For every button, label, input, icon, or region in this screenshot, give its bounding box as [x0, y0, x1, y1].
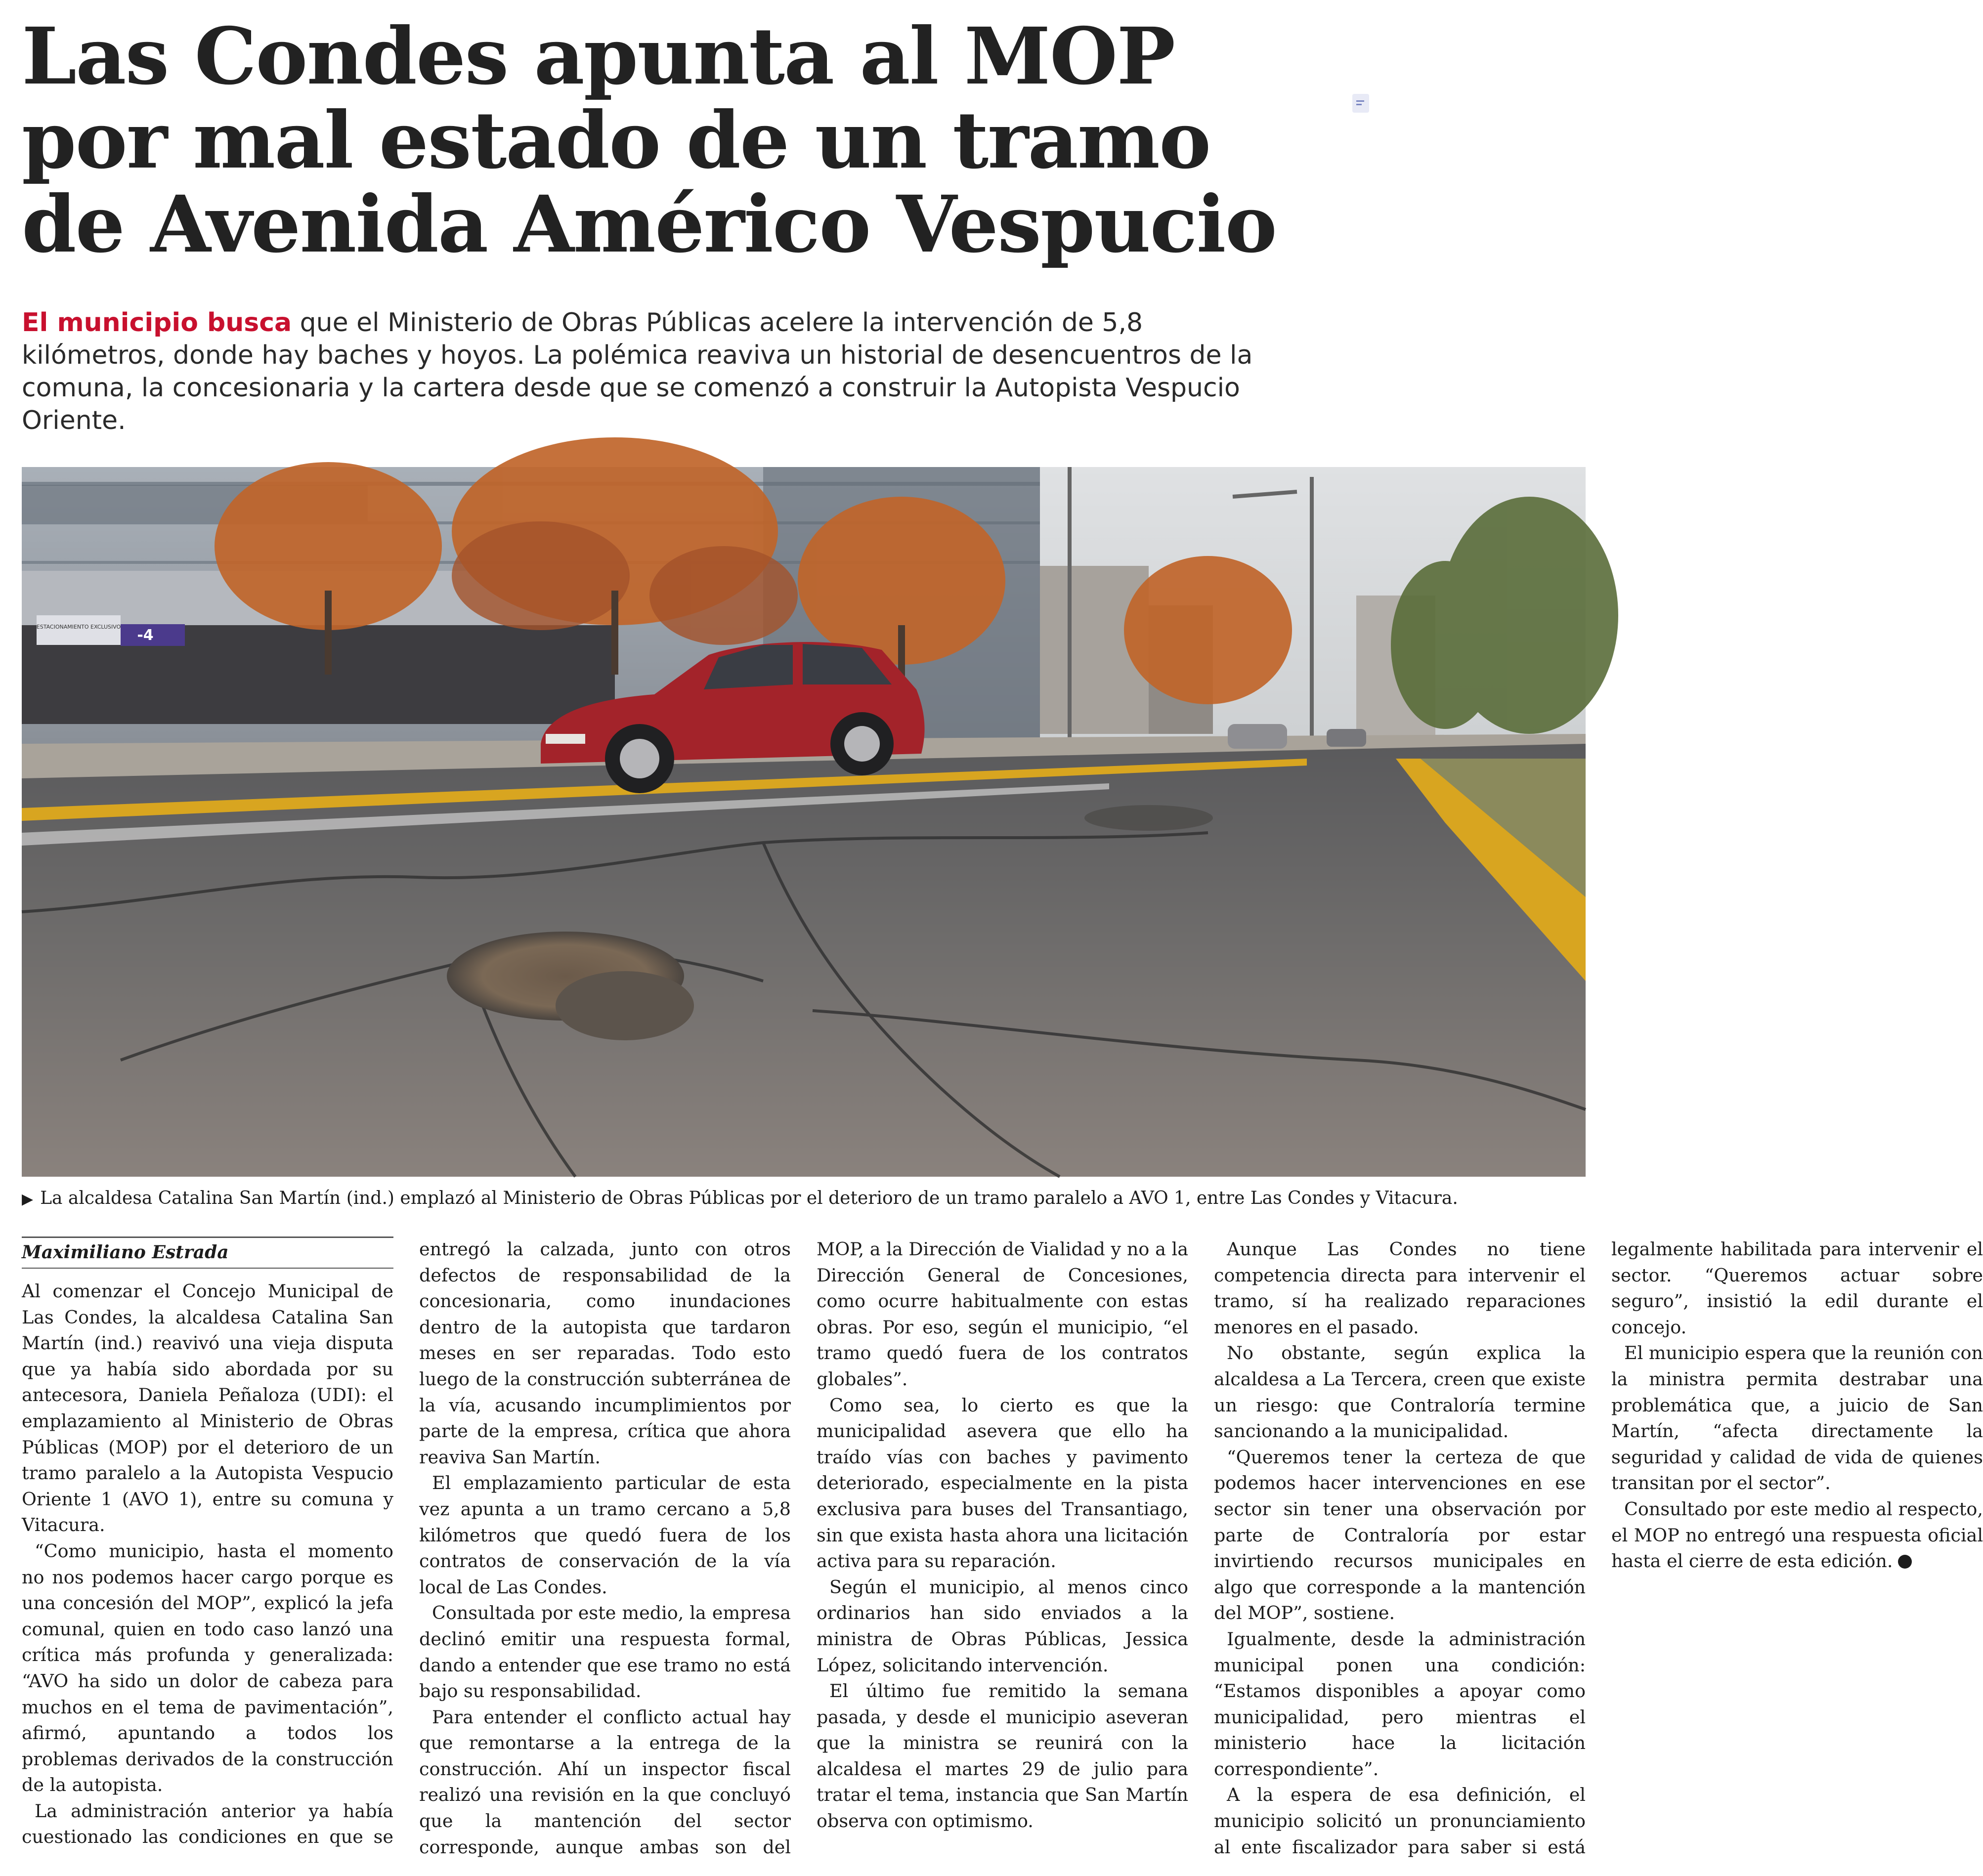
- paragraph-16: [1611, 1496, 1983, 1575]
- paragraph-3: La administración anterior ya había cuestionado las condiciones en que se entregó la calzada, junto con otros defectos de responsabilidad de la concesionaria, como inundaciones dentro de la autopista que tardaron meses en ser reparadas. Todo esto luego de la construcción subterránea de la vía, acusando incumplimientos por parte de la empresa, crítica que ahora reaviva San Martín.: [22, 1238, 791, 1848]
- paragraph-2: “Como municipio, hasta el momento no nos podemos hacer cargo porque es una concesión del MOP”, explicó la jefa comunal, quien en todo caso lanzó una crítica más profunda y generalizada: “AVO ha sido un dolor de cabeza para muchos en el tema de pavimentación”, afirmó, apuntando a todos los problemas derivados de la construcción de la autopista.: [22, 1540, 393, 1796]
- caption-text: La alcaldesa Catalina San Martín (ind.) emplazó al Ministerio de Obras Públicas por el deterioro de un tramo paralelo a AVO 1, entre Las Condes y Vitacura.: [40, 1188, 1458, 1208]
- paragraph-13: Igualmente, desde la administración municipal ponen una condición: “Estamos disponibles a apoyar como municipalidad, pero mientras el ministerio hace la licitación correspondiente”.: [1214, 1628, 1586, 1780]
- paragraph-1: Al comenzar el Concejo Municipal de Las Condes, la alcaldesa Catalina San Martín (ind.) reavivó una vieja disputa que ya había sido abordada por su antecesora, Daniela Peñaloza (UDI): el emplazamiento al Ministerio de Obras Públicas (MOP) por el deterioro de un tramo paralelo a la Autopista Vespucio Oriente 1 (AVO 1), entre su comuna y Vitacura.: [22, 1280, 393, 1536]
- photo-caption: [22, 1187, 1586, 1211]
- paragraph-6: Para entender el conflicto actual hay que remontarse a la entrega de la construcción. Ahí un inspector fiscal realizó una revisión en la que concluyó que la mantención del sector corresponde, aunque ambas son del MOP, a la Dirección de Vialidad y no a la Dirección General de Concesiones, como ocurre habitualmente con estas obras. Por eso, según el municipio, “el tramo quedó fuera de los contratos globales”.: [419, 1238, 1188, 1858]
- deck: [22, 306, 1287, 437]
- byline: Maximiliano Estrada: [22, 1236, 393, 1269]
- paragraph-14: A la espera de esa definición, el municipio solicitó un pronunciamiento al ente fiscalizador para saber si está legalmente habilitada para intervenir el sector. “Queremos actuar sobre seguro”, insistió la edil durante el concejo.: [1214, 1238, 1983, 1858]
- paragraph-8: Según el municipio, al menos cinco ordinarios han sido enviados a la ministra de Obras Públicas, Jessica López, solicitando intervención.: [817, 1576, 1188, 1676]
- deck-lead: El municipio busca: [22, 308, 292, 338]
- paragraph-7: Como sea, lo cierto es que la municipalidad asevera que ello ha traído vías con baches y pavimento deteriorado, especialmente en la pista exclusiva para buses del Transantiago, sin que exista hasta ahora una licitación activa para su reparación.: [817, 1394, 1188, 1572]
- paragraph-11: No obstante, según explica la alcaldesa a La Tercera, creen que existe un riesgo: que Contraloría termine sancionando a la municipalidad.: [1214, 1342, 1586, 1442]
- parking-sign-text: ESTACIONAMIENTO EXCLUSIVO: [36, 624, 121, 630]
- street-photo-illustration: [22, 467, 1586, 1177]
- caption-arrow-icon: ▶: [22, 1191, 34, 1208]
- deck-text: que el Ministerio de Obras Públicas acelere la intervención de 5,8 kilómetros, donde hay baches y hoyos. La polémica reaviva un historial de desencuentros de la comuna, la concesionaria y la cartera desde que se comenzó a construir la Autopista Vespucio Oriente.: [22, 308, 1253, 435]
- level-sign-text: -4: [137, 627, 154, 644]
- paragraph-15: El municipio espera que la reunión con la ministra permita destrabar una problemática que, a juicio de San Martín, “afecta directamente la seguridad y calidad de vida de quienes transitan por el sector”.: [1611, 1342, 1983, 1494]
- paragraph-9: El último fue remitido la semana pasada, y desde el municipio aseveran que la ministra se reunirá con la alcaldesa el martes 29 de julio para tratar el tema, instancia que San Martín observa con optimismo.: [817, 1680, 1188, 1832]
- headline-line-1: Las Condes apunta al MOP: [22, 11, 1175, 102]
- note-icon[interactable]: [1352, 94, 1369, 113]
- headline-line-3: de Avenida Américo Vespucio: [22, 179, 1276, 270]
- paragraph-5: Consultada por este medio, la empresa declinó emitir una respuesta formal, dando a entender que ese tramo no está bajo su responsabilidad.: [419, 1602, 791, 1702]
- parking-sign: [37, 615, 121, 645]
- paragraph-4: El emplazamiento particular de esta vez apunta a un tramo cercano a 5,8 kilómetros que quedó fuera de los contratos de conservación de la vía local de Las Condes.: [419, 1472, 791, 1598]
- headline-line-2: por mal estado de un tramo: [22, 95, 1210, 186]
- article-body: [22, 1236, 1983, 1869]
- article-photo: [22, 467, 1586, 1177]
- headline: [22, 11, 1276, 270]
- paragraph-12: “Queremos tener la certeza de que podemos hacer intervenciones en ese sector sin tener una observación por parte de Contraloría por estar invirtiendo recursos municipales en algo que corresponde a la mantención del MOP”, sostiene.: [1214, 1446, 1586, 1624]
- paragraph-10: Aunque Las Condes no tiene competencia directa para intervenir el tramo, sí ha realizado reparaciones menores en el pasado.: [1214, 1238, 1586, 1338]
- paragraph-16-text: Consultado por este medio al respecto, el MOP no entregó una respuesta oficial hasta el cierre de esta edición.: [1611, 1498, 1983, 1572]
- end-mark-icon: [1898, 1555, 1912, 1569]
